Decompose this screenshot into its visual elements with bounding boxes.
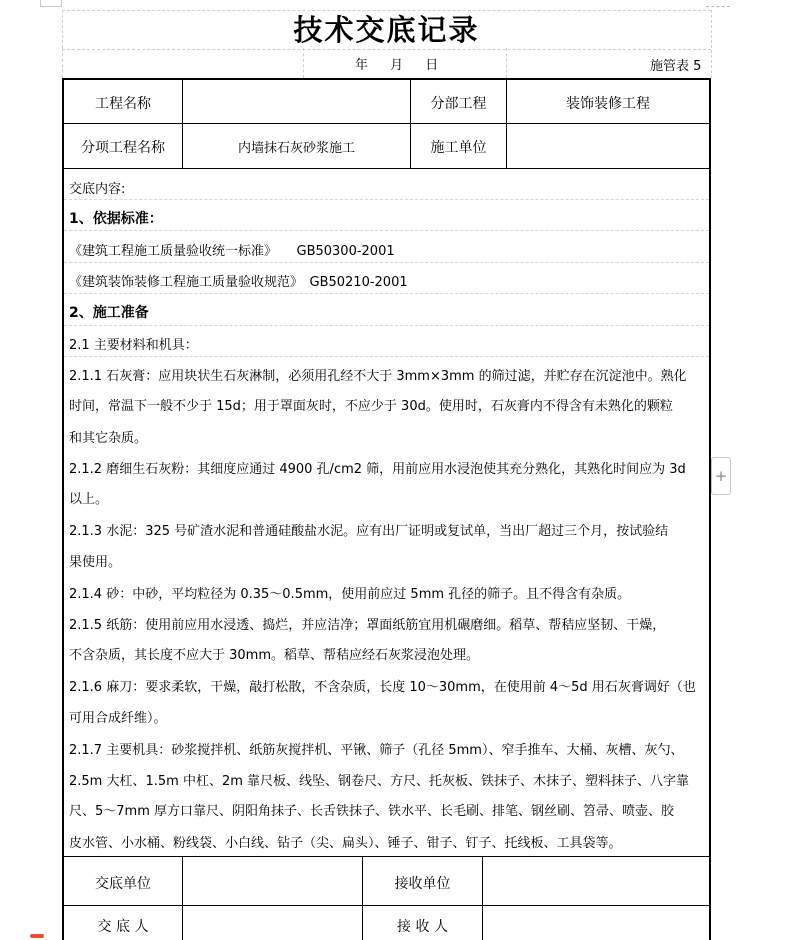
subitem-label: 分项工程名称 (81, 140, 165, 156)
receiver-label: 接 收 人 (397, 919, 448, 935)
subitem-value[interactable]: 内墙抹石灰砂浆施工 (237, 141, 355, 156)
content-line: 2、施工准备 (69, 305, 149, 321)
content-line: 2.1.4 砂：中砂，平均粒径为 0.35～0.5mm，使用前应过 5mm 孔径的筛子。且不得含有杂质。 (69, 587, 631, 602)
receiving-unit-label: 接收单位 (394, 876, 451, 892)
content-line: 以上。 (69, 492, 109, 507)
content-line: 《建筑工程施工质量验收统一标准》 GB50300-2001 (69, 244, 395, 259)
ruler-bar (0, 0, 793, 8)
content-line: 皮水管、小水桶、粉线袋、小白线、钻子（尖、扁头）、锤子、钳子、钉子、托线板、工具袋等。 (69, 836, 622, 851)
unit-label: 施工单位 (430, 140, 487, 156)
form-number: 施管表 5 (650, 59, 702, 74)
margin-marker-right (706, 0, 730, 7)
content-heading: 交底内容: (69, 182, 126, 197)
handover-person-label: 交 底 人 (97, 919, 149, 935)
content-line: 2.5m 大杠、1.5m 中杠、2m 靠尺板、线坠、钢卷尺、方尺、托灰板、铁抹子、木抹子、塑料抹子、八字靠 (69, 774, 690, 789)
expand-button[interactable]: + (711, 457, 731, 495)
content-line: 2.1 主要材料和机具： (69, 338, 198, 353)
content-line: 2.1.5 纸筋：使用前应用水浸透、捣烂，并应洁净；罩面纸筋宜用机碾磨细。稻草、帮秸应坚韧、干燥， (69, 618, 666, 633)
content-line: 《建筑装饰装修工程施工质量验收规范》 GB50210-2001 (69, 275, 408, 290)
content-line: 2.1.7 主要机具：砂浆搅拌机、纸筋灰搅拌机、平锹、筛子（孔径 5mm）、窄手推车、大桶、灰槽、灰勺、 (69, 743, 684, 758)
scroll-indicator (30, 934, 44, 938)
project-name-label: 工程名称 (95, 96, 151, 112)
content-line: 2.1.3 水泥：325 号矿渣水泥和普通硅酸盐水泥。应有出厂证明或复试单，当出厂超过三个月，按试验结 (69, 524, 669, 539)
content-line: 可用合成纤维）。 (69, 711, 167, 726)
content-line: 2.1.6 麻刀：要求柔软，干燥，敲打松散，不含杂质，长度 10～30mm，在使用前 4～5d 用石灰膏调好（也 (69, 680, 696, 695)
division-label: 分部工程 (430, 96, 487, 112)
date-label: 年 月 日 (355, 58, 448, 73)
division-value[interactable]: 装饰装修工程 (566, 96, 650, 112)
document-title: 技术交底记录 (62, 10, 711, 50)
margin-marker-left (40, 0, 62, 7)
content-line: 2.1.2 磨细生石灰粉：其细度应通过 4900 孔/cm2 筛，用前应用水浸泡使其充分熟化，其熟化时间应为 3d (69, 462, 686, 477)
content-line: 尺、5～7mm 厚方口靠尺、阴阳角抹子、长舌铁抹子、铁水平、长毛刷、排笔、钢丝刷、笤帚、喷壶、胶 (69, 804, 675, 819)
handover-unit-label: 交底单位 (95, 876, 151, 892)
content-line: 时间，常温下一般不少于 15d；用于罩面灰时，不应少于 30d。使用时，石灰膏内不得含有未熟化的颗粒 (69, 399, 673, 414)
content-line: 和其它杂质。 (69, 431, 148, 446)
content-line: 果使用。 (69, 555, 122, 570)
content-line: 2.1.1 石灰膏：应用块状生石灰淋制，必须用孔经不大于 3mm×3mm 的筛过滤，并贮存在沉淀池中。熟化 (69, 369, 687, 384)
content-line: 1、依据标准： (69, 211, 163, 227)
content-line: 不含杂质，其长度不应大于 30mm。稻草、帮秸应经石灰浆浸泡处理。 (69, 648, 480, 663)
